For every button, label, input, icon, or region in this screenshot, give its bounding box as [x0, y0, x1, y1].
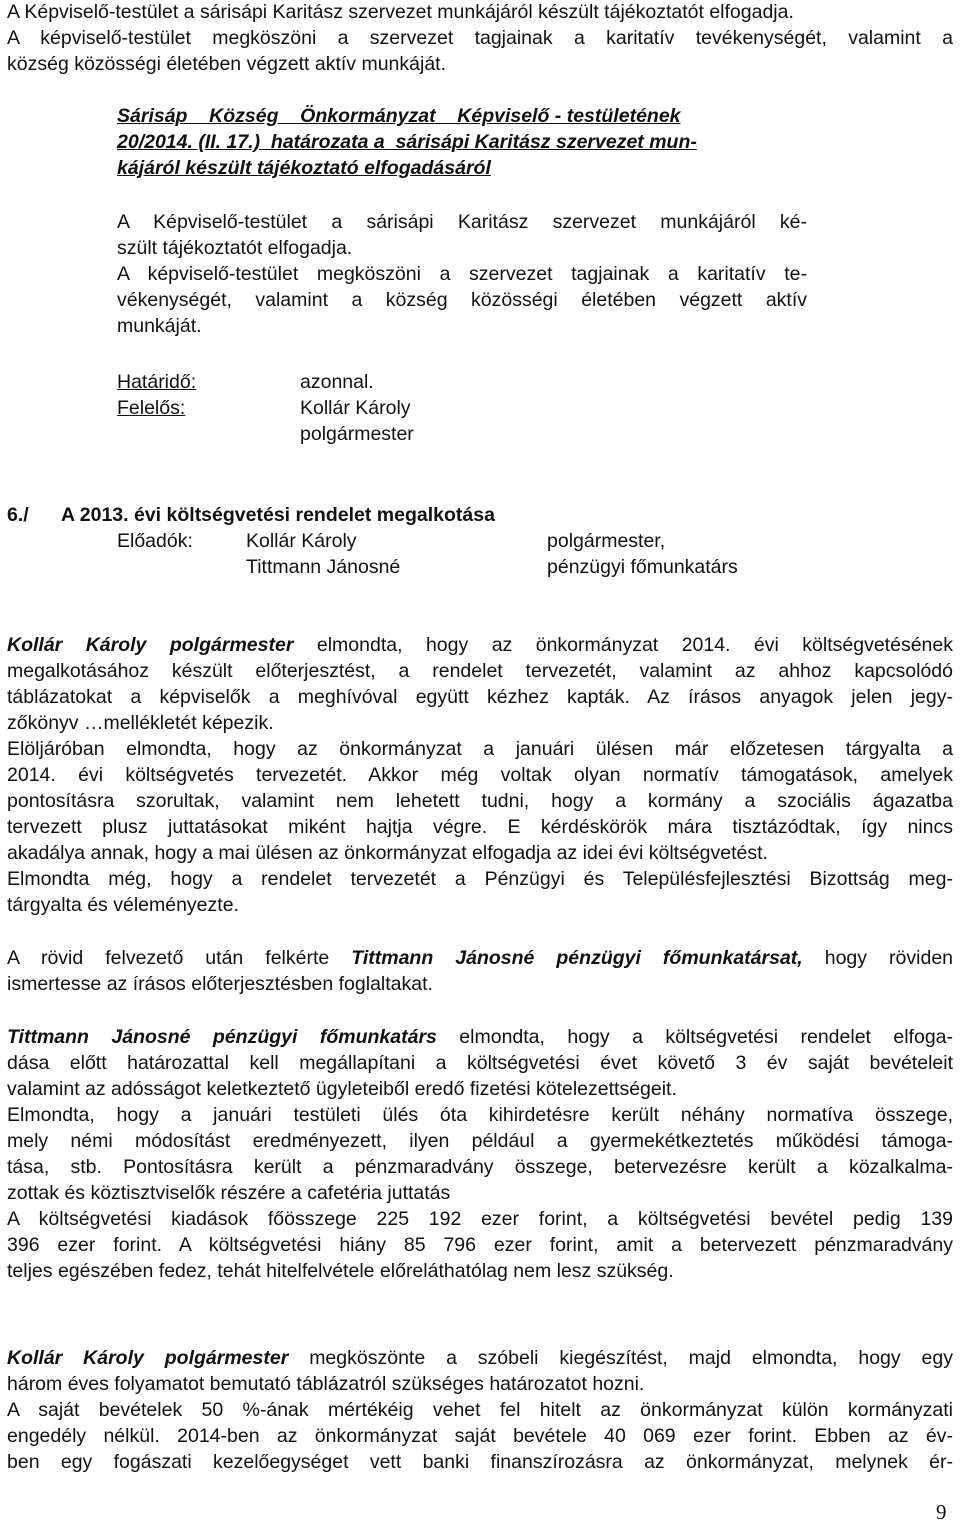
resolution-body-line-4: vékenységét, valamint a község közösségi életében végzett aktív — [117, 289, 807, 311]
p4-line-1-text: megköszönte a szóbeli kiegészítést, majd elmondta, hogy egy — [288, 1347, 953, 1369]
resolution-title-line-1: Sárisáp Község Önkormányzat Képviselő - testületének — [117, 105, 681, 127]
p1-line-7: pontosításra szorultak, valamint nem lehetett tudni, hogy a kormány a szociális ágazatba — [7, 790, 953, 812]
p1-line-8: tervezett plusz juttatásokat miként hajtja végre. E kérdéskörök mára tisztázódtak, így nincs — [7, 816, 953, 838]
p4-line-5: ben egy fogászati kezelőegységet vett banki finanszírozásra az önkormányzat, melynek ér- — [7, 1451, 953, 1473]
p3-line-1-text: elmondta, hogy a költségvetési rendelet elfoga- — [436, 1026, 954, 1048]
p3-line-9: 396 ezer forint. A költségvetési hiány 85 796 ezer forint, amit a betervezett pénzmaradvány — [7, 1234, 953, 1256]
p1-line-1-text: elmondta, hogy az önkormányzat 2014. évi költségvetésének — [293, 634, 953, 656]
agenda-title: A 2013. évi költségvetési rendelet megalkotása — [61, 504, 495, 526]
p4-line-1 — [7, 1346, 953, 1372]
resolution-body-line-3: A képviselő-testület megköszöni a szervezet tagjainak a karitatív te- — [117, 263, 807, 285]
resolution-body-line-1: A Képviselő-testület a sárisápi Karitász szervezet munkájáról ké- — [117, 211, 807, 233]
p3-line-3: valamint az adósságot keletkeztető ügyleteiből eredő fizetési kötelezettségeit. — [7, 1078, 677, 1100]
speaker-name: Tittmann Jánosné pénzügyi főmunkatárs — [7, 1026, 437, 1048]
resolution-body-line-2: szült tájékoztatót elfogadja. — [117, 237, 353, 259]
presenters-label: Előadók: — [117, 530, 193, 552]
p3-line-10: teljes egészében fedez, tehát hitelfelvétele előreláthatólag nem lesz szükség. — [7, 1260, 674, 1282]
responsible-title: polgármester — [300, 423, 414, 445]
intro-line-1: A Képviselő-testület a sárisápi Karitász szervezet munkájáról készült tájékoztatót elfogadja. — [7, 1, 794, 23]
speaker-name: Tittmann Jánosné pénzügyi főmunkatársat, — [351, 947, 803, 969]
resolution-body-line-5: munkáját. — [117, 315, 202, 337]
p2-line-2: ismertesse az írásos előterjesztésben foglaltakat. — [7, 973, 433, 995]
page-number: 9 — [936, 1500, 947, 1524]
p3-line-5: mely némi módosítást eredményezett, ilyen például a gyermekétkeztetés működési támoga- — [7, 1130, 953, 1152]
p1-line-6: 2014. évi költségvetés tervezetét. Akkor még voltak olyan normatív támogatások, amelyek — [7, 764, 953, 786]
responsible-label: Felelős: — [117, 397, 186, 419]
presenter-1-name: Kollár Károly — [246, 530, 357, 552]
p1-line-4: zőkönyv …mellékletét képezik. — [7, 712, 274, 734]
intro-line-3: község közösségi életében végzett aktív munkáját. — [7, 53, 446, 75]
presenter-2-role: pénzügyi főmunkatárs — [547, 556, 738, 578]
p1-line-1 — [7, 633, 953, 659]
p1-line-9: akadálya annak, hogy a mai ülésen az önkormányzat elfogadja az idei évi költségvetést. — [7, 842, 768, 864]
p3-line-1 — [7, 1025, 953, 1051]
p2-line-1-text-a: A rövid felvezető után felkérte — [7, 947, 352, 969]
p2-line-1 — [7, 946, 953, 972]
p1-line-5: Elöljáróban elmondta, hogy az önkormányzat a januári ülésen már előzetesen tárgyalta a — [7, 738, 953, 760]
resolution-title-line-2: 20/2014. (II. 17.) határozata a sárisápi Karitász szervezet mun- — [117, 131, 697, 153]
p3-line-4: Elmondta, hogy a januári testületi ülés óta kihirdetésre került néhány normatíva összege, — [7, 1104, 953, 1126]
p1-line-2: megalkotásához készült előterjesztést, a rendelet tervezetét, valamint az ahhoz kapcsolódó — [7, 660, 953, 682]
speaker-name: Kollár Károly polgármester — [7, 1347, 289, 1369]
responsible-name: Kollár Károly — [300, 397, 411, 419]
resolution-title-line-3: kájáról készült tájékoztató elfogadásáról — [117, 157, 491, 179]
p3-line-2: dása előtt határozattal kell megállapítani a költségvetési évet követő 3 év saját bevételeit — [7, 1052, 953, 1074]
p1-line-11: tárgyalta és véleményezte. — [7, 894, 239, 916]
p4-line-2: három éves folyamatot bemutató táblázatról szükséges határozatot hozni. — [7, 1373, 645, 1395]
p2-line-1-text-b: hogy röviden — [802, 947, 954, 969]
p4-line-4: engedély nélkül. 2014-ben az önkormányzat saját bevétele 40 069 ezer forint. Ebben az év- — [7, 1425, 953, 1447]
speaker-name: Kollár Károly polgármester — [7, 634, 294, 656]
p4-line-3: A saját bevételek 50 %-ának mértékéig vehet fel hitelt az önkormányzat külön kormányzati — [7, 1399, 953, 1421]
p3-line-6: tása, stb. Pontosításra került a pénzmaradvány összege, betervezésre került a közalkalma- — [7, 1156, 953, 1178]
p1-line-10: Elmondta még, hogy a rendelet tervezetét a Pénzügyi és Településfejlesztési Bizottság meg- — [7, 868, 953, 890]
p1-line-3: táblázatokat a képviselők a meghívóval együtt kézhez kapták. Az írásos anyagok jelen jegy- — [7, 686, 953, 708]
presenter-2-name: Tittmann Jánosné — [246, 556, 401, 578]
presenter-1-role: polgármester, — [547, 530, 666, 552]
deadline-label: Határidő: — [117, 371, 197, 393]
agenda-number: 6./ — [7, 504, 29, 526]
deadline-value: azonnal. — [300, 371, 374, 393]
intro-line-2: A képviselő-testület megköszöni a szervezet tagjainak a karitatív tevékenységét, valamint a — [7, 27, 953, 49]
p3-line-7: zottak és köztisztviselők részére a cafetéria juttatás — [7, 1182, 451, 1204]
p3-line-8: A költségvetési kiadások főösszege 225 192 ezer forint, a költségvetési bevétel pedig 139 — [7, 1208, 953, 1230]
